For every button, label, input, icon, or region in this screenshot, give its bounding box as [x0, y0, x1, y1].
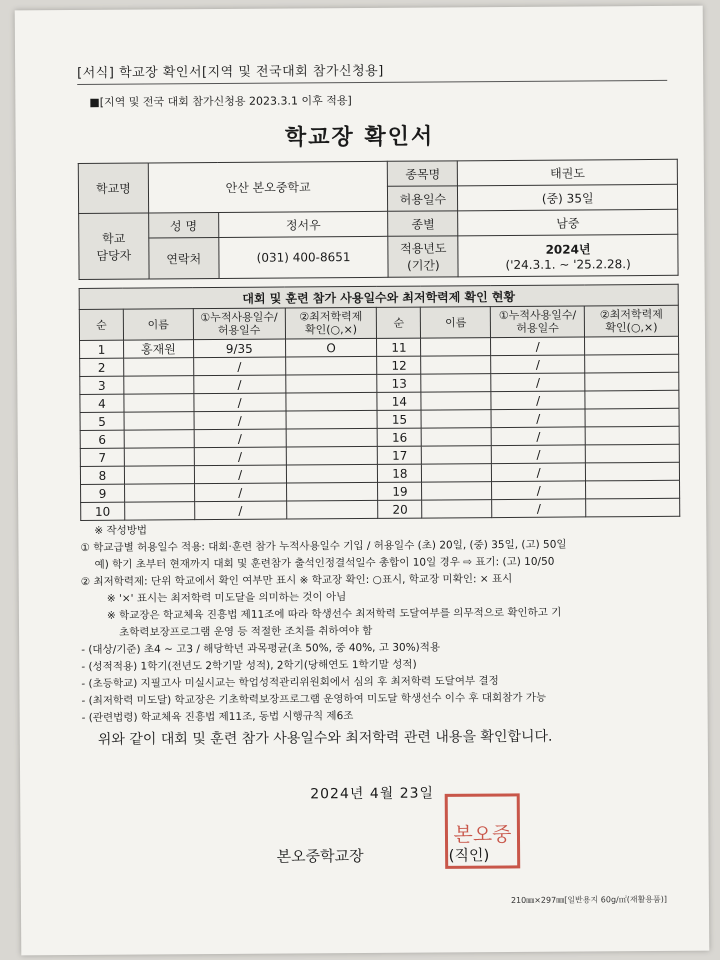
record-left-no: 2: [80, 358, 124, 376]
year-label: [388, 236, 458, 277]
record-right-grade: [586, 498, 680, 517]
record-left-days: 9/35: [193, 339, 285, 358]
record-right-name: [422, 464, 492, 482]
record-right-grade: [585, 426, 679, 445]
record-left-no: 4: [80, 394, 124, 412]
confirm-text: 위와 같이 대회 및 훈련 참가 사용일수와 최저학력 관련 내용을 확인합니다.: [97, 728, 553, 748]
division-label: 종별: [388, 211, 458, 236]
info-table: [78, 159, 679, 280]
guide-note-law-1: ※ 학교장은 학교체육 진흥법 제11조에 따라 학생선수 최저학력 도달여부를 의무적으로 확인하고 기: [106, 606, 562, 622]
guide-grades: - (성적적용) 1학기(전년도 2학기말 성적), 2학기(당해연도 1학기말 성적): [81, 658, 417, 673]
record-right-no: 13: [377, 374, 421, 392]
record-left-no: 6: [80, 430, 124, 448]
name-label: 성 명: [149, 212, 219, 237]
record-right-days: /: [491, 337, 585, 356]
record-right-grade: [585, 372, 679, 391]
record-right-grade: [585, 462, 679, 481]
record-left-name: [124, 466, 194, 484]
year-value: 2024년: [545, 241, 591, 257]
record-left-days: /: [194, 375, 286, 394]
record-left-grade: [286, 464, 378, 483]
header-rule: [77, 80, 667, 85]
division-value: 남중: [458, 209, 678, 236]
record-right-days: /: [491, 373, 585, 392]
school-value: 안산 본오중학교: [148, 161, 388, 213]
col-name-left: 이름: [123, 309, 193, 340]
record-right-no: 18: [378, 464, 422, 482]
name-value: 정서우: [218, 211, 388, 237]
seal-text: 본오중: [453, 821, 512, 847]
record-right-grade: [585, 390, 679, 409]
record-left-name: [124, 358, 194, 376]
record-left-grade: [286, 392, 378, 411]
table-row: [81, 498, 680, 520]
record-right-days: /: [491, 409, 585, 428]
record-left-grade: [286, 500, 378, 519]
allowed-days-label: 허용일수: [388, 186, 458, 211]
record-right-days: /: [492, 463, 586, 482]
record-left-no: 3: [80, 376, 124, 394]
guide-note-law-2: 초학력보장프로그램 운영 등 적절한 조치를 취하여야 함: [119, 624, 373, 639]
record-left-no: 5: [80, 412, 124, 430]
record-left-name: [124, 376, 194, 394]
record-right-name: [422, 428, 492, 446]
principal-title: 본오중학교장: [276, 846, 364, 866]
record-left-name: [125, 502, 195, 520]
record-right-name: [422, 446, 492, 464]
record-left-no: 7: [80, 448, 124, 466]
record-left-days: /: [194, 501, 286, 520]
col-grade-right-line1: ②최저학력제: [599, 307, 663, 322]
guide-heading: ※ 작성방법: [94, 524, 148, 537]
year-cell: [458, 234, 678, 277]
guide-law: - (관련법령) 학교체육 진흥법 제11조, 동법 시행규칙 제6조: [81, 710, 354, 724]
col-grade-right: [584, 305, 678, 337]
records-title: 대회 및 훈련 참가 사용일수와 최저학력제 확인 현황: [79, 284, 678, 309]
record-right-grade: [585, 354, 679, 373]
document-title: 학교장 확인서: [284, 124, 435, 151]
record-left-days: /: [194, 411, 286, 430]
record-right-name: [421, 356, 491, 374]
record-left-no: 8: [80, 466, 124, 484]
guide-item2: ② 최저학력제: 단위 학교에서 확인 여부만 표시 ※ 학교장 확인: ○표시, 학교장 미확인: × 표시: [80, 572, 513, 588]
paper-spec: 210㎜×297㎜[일반용지 60g/㎡(재활용품)]: [510, 894, 668, 905]
record-left-name: [124, 484, 194, 502]
record-left-days: /: [194, 429, 286, 448]
record-left-grade: [286, 482, 378, 501]
record-left-name: [124, 394, 194, 412]
record-rows: [80, 336, 680, 520]
col-name-right: 이름: [421, 307, 491, 338]
record-right-no: 14: [377, 392, 421, 410]
form-note: ■[지역 및 전국 대회 참가신청용 2023.3.1 이후 적용]: [89, 94, 352, 109]
record-left-name: 홍재원: [123, 340, 193, 358]
record-left-days: /: [194, 393, 286, 412]
record-right-no: 20: [378, 500, 422, 518]
record-right-days: /: [491, 355, 585, 374]
record-right-no: 19: [378, 482, 422, 500]
staff-label-line2: 담당자: [96, 248, 132, 263]
guide-item1-example: 예) 학기 초부터 현재까지 대회 및 훈련참가 출석인정결석일수 총합이 10일 경우 ⇨ 표기: (고) 10/50: [94, 555, 555, 571]
record-left-no: 9: [81, 484, 125, 502]
record-left-days: /: [194, 483, 286, 502]
record-right-grade: [585, 444, 679, 463]
contact-label: 연락처: [149, 237, 219, 278]
record-right-name: [422, 482, 492, 500]
record-right-grade: [586, 480, 680, 499]
col-grade-left-line2: 확인(○,×): [304, 323, 358, 337]
guide-elementary: - (초등학교) 지필고사 미실시교는 학업성적관리위원회에서 심의 후 최저학력 도달여부 결정: [81, 675, 499, 690]
record-right-grade: [585, 336, 679, 355]
col-no-left: 순: [79, 309, 123, 340]
record-left-days: /: [193, 357, 285, 376]
allowed-days-value: (중) 35일: [458, 184, 678, 211]
record-left-grade: [286, 446, 378, 465]
record-left-days: /: [194, 465, 286, 484]
record-left-grade: [285, 356, 377, 375]
guide-not-reached: - (최저학력 미도달) 학교장은 기초학력보장프로그램 운영하여 미도달 학생선수 이수 후 대회참가 가능: [81, 691, 547, 707]
record-left-no: 10: [81, 502, 125, 520]
event-label: 종목명: [388, 161, 458, 186]
confirm-date: 2024년 4월 23일: [310, 785, 435, 803]
document-page: [15, 6, 710, 956]
record-right-days: /: [492, 499, 586, 518]
record-right-days: /: [492, 481, 586, 500]
writing-guide: [80, 519, 701, 727]
record-right-no: 11: [377, 338, 421, 356]
record-left-grade: [285, 374, 377, 393]
record-left-name: [124, 430, 194, 448]
records-table: [79, 284, 681, 521]
record-right-days: /: [492, 445, 586, 464]
contact-value: (031) 400-8651: [219, 236, 389, 278]
year-label-line1: 적용년도: [400, 241, 447, 256]
record-right-days: /: [491, 427, 585, 446]
record-left-no: 1: [80, 340, 124, 358]
event-value: 태권도: [458, 159, 678, 186]
guide-item1: ① 학교급별 허용일수 적용: 대회·훈련 참가 누적사용일수 기입 / 허용일수 (초) 20일, (중) 35일, (고) 50일: [80, 538, 567, 554]
record-left-grade: O: [285, 338, 377, 357]
col-days-right-line2: 허용일수: [516, 321, 559, 335]
record-right-name: [422, 500, 492, 518]
seal-word: (직인): [448, 846, 490, 865]
record-right-name: [421, 338, 491, 356]
form-label: [서식] 학교장 확인서[지역 및 전국대회 참가신청용]: [77, 63, 384, 81]
col-grade-left-line1: ②최저학력제: [299, 309, 363, 324]
guide-criteria: - (대상/기준) 초4 ~ 고3 / 해당학년 과목평균(초 50%, 중 40%, 고 30%)적용: [81, 641, 441, 656]
record-left-name: [124, 448, 194, 466]
record-right-no: 17: [378, 446, 422, 464]
record-left-name: [124, 412, 194, 430]
period-value: ('24.3.1. ~ '25.2.28.): [505, 256, 631, 272]
col-days-right-line1: ①누적사용일수/: [498, 308, 577, 323]
col-days-left-line2: 허용일수: [217, 323, 261, 338]
school-label: 학교명: [78, 163, 148, 213]
record-left-grade: [286, 428, 378, 447]
record-right-name: [421, 392, 491, 410]
col-grade-left: [285, 307, 377, 339]
record-right-name: [421, 410, 491, 428]
record-left-grade: [286, 410, 378, 429]
guide-note-x: ※ '×' 표시는 최저학력 미도달을 의미하는 것이 아님: [106, 591, 347, 605]
year-label-line2: (기간): [407, 258, 440, 273]
record-right-grade: [585, 408, 679, 427]
record-right-no: 12: [377, 356, 421, 374]
col-days-right: [491, 306, 585, 338]
record-right-name: [421, 374, 491, 392]
record-right-no: 15: [377, 410, 421, 428]
staff-label: [79, 213, 149, 279]
record-left-days: /: [194, 447, 286, 466]
col-grade-right-line2: 확인(○,×): [605, 320, 658, 335]
col-no-right: 순: [377, 307, 421, 338]
col-days-left: [193, 308, 285, 340]
staff-label-line1: 학교: [102, 231, 126, 246]
record-right-days: /: [491, 391, 585, 410]
col-days-left-line1: ①누적사용일수/: [200, 310, 278, 325]
record-right-no: 16: [378, 428, 422, 446]
